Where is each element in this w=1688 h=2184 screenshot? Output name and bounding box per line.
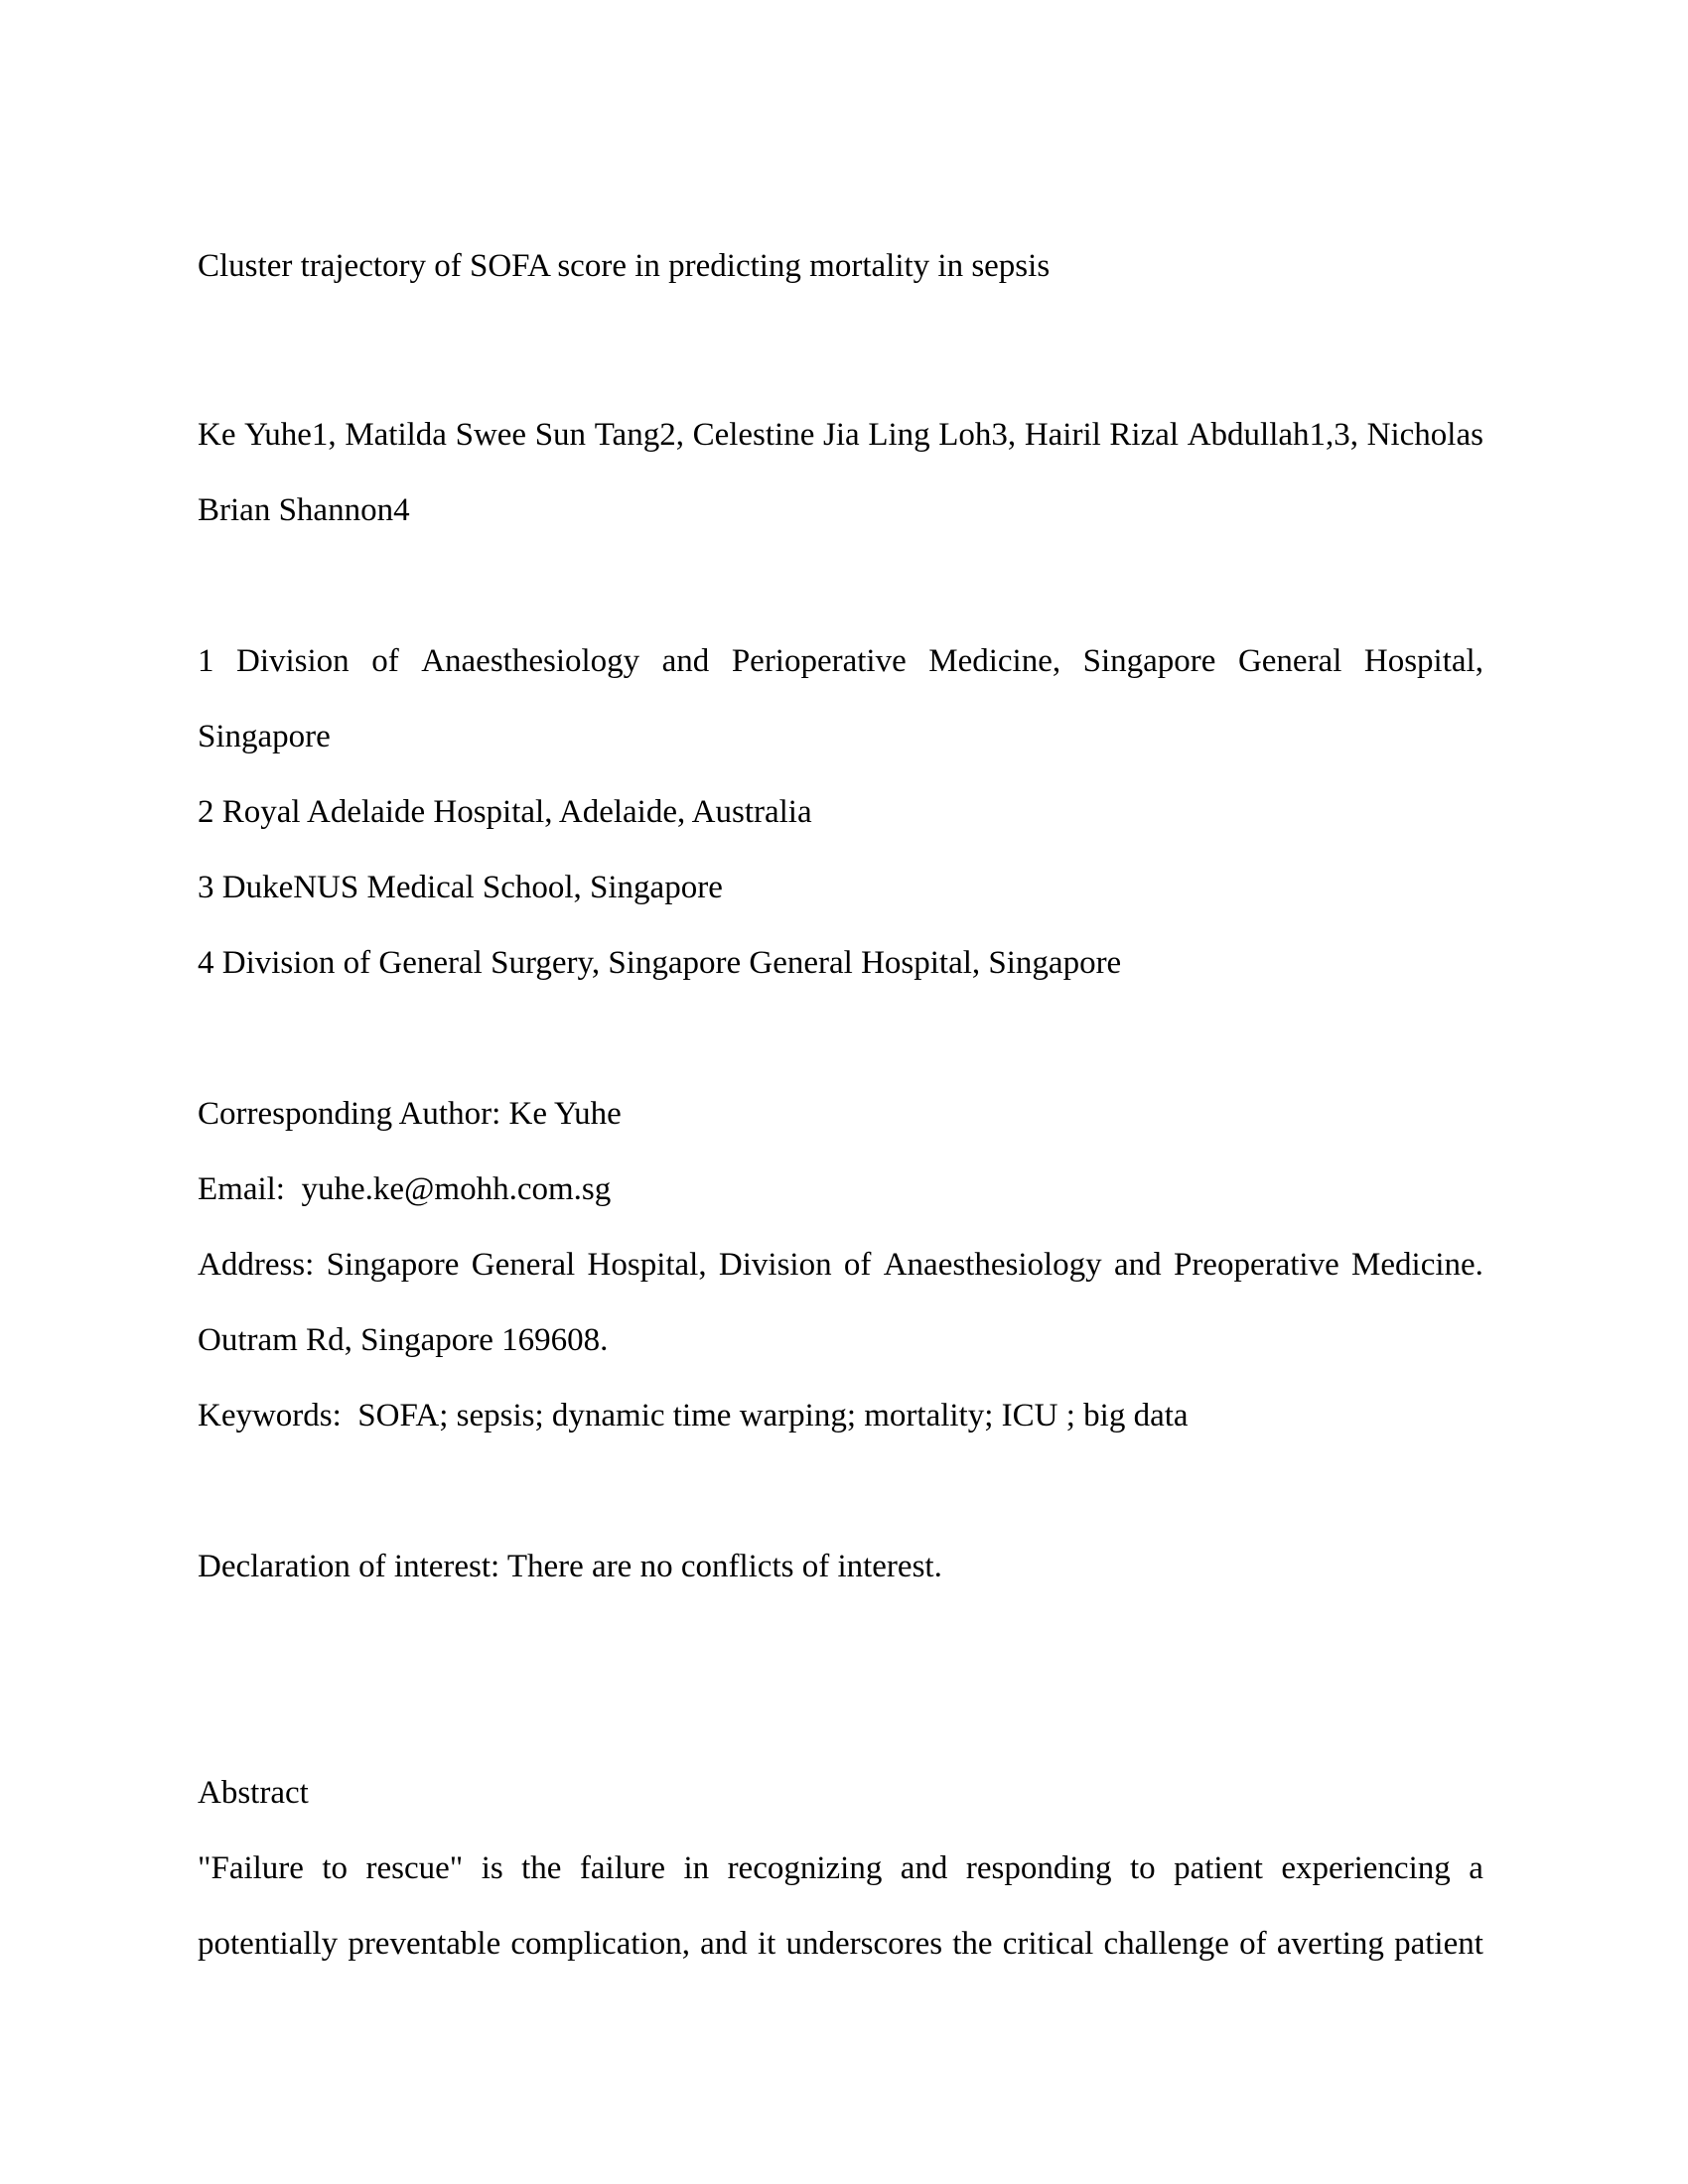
- word: and: [900, 1850, 948, 1886]
- word: General: [1237, 643, 1342, 679]
- word: Yuhe1,: [244, 417, 337, 453]
- word: patient: [1174, 1850, 1263, 1886]
- word: potentially: [198, 1926, 339, 1962]
- word: in: [683, 1850, 710, 1886]
- email: Email: yuhe.ke@mohh.com.sg: [198, 1171, 612, 1207]
- word: complication,: [510, 1926, 690, 1962]
- word: Division: [718, 1247, 832, 1283]
- abstract-line-2: [198, 1924, 1483, 1964]
- word: Hairil: [1024, 417, 1101, 453]
- word: of: [1239, 1926, 1267, 1962]
- word: 1: [198, 643, 214, 679]
- keywords: Keywords: SOFA; sepsis; dynamic time warping; mortality; ICU ; big data: [198, 1398, 1189, 1433]
- word: averting: [1276, 1926, 1384, 1962]
- word: the: [521, 1850, 562, 1886]
- abstract-line-1: [198, 1848, 1483, 1888]
- word: challenge: [1103, 1926, 1229, 1962]
- word: Medicine,: [928, 643, 1061, 679]
- word: Ling: [868, 417, 930, 453]
- word: patient: [1394, 1926, 1483, 1962]
- word: rescue": [365, 1850, 464, 1886]
- word: Anaesthesiology: [421, 643, 640, 679]
- word: Ke: [198, 417, 236, 453]
- word: Hospital,: [587, 1247, 707, 1283]
- author-list-line-1: [198, 415, 1483, 455]
- word: is: [481, 1850, 503, 1886]
- affiliation-4: 4 Division of General Surgery, Singapore General Hospital, Singapore: [198, 945, 1122, 981]
- word: Preoperative: [1173, 1247, 1339, 1283]
- word: Medicine.: [1351, 1247, 1483, 1283]
- word: Rizal: [1109, 417, 1180, 453]
- affiliation-2: 2 Royal Adelaide Hospital, Adelaide, Australia: [198, 794, 812, 830]
- word: a: [1469, 1850, 1483, 1886]
- word: Division: [236, 643, 350, 679]
- word: Sun: [534, 417, 587, 453]
- word: General: [471, 1247, 576, 1283]
- word: experiencing: [1281, 1850, 1451, 1886]
- affiliation-1-line-1: [198, 641, 1483, 681]
- declaration-of-interest: Declaration of interest: There are no conflicts of interest.: [198, 1549, 942, 1584]
- word: Tang2,: [594, 417, 684, 453]
- word: Swee: [455, 417, 527, 453]
- word: to: [322, 1850, 349, 1886]
- word: of: [843, 1247, 872, 1283]
- word: Jia: [823, 417, 860, 453]
- word: Hospital,: [1363, 643, 1483, 679]
- author-list-line-2: Brian Shannon4: [198, 492, 410, 528]
- word: Anaesthesiology: [883, 1247, 1102, 1283]
- word: Address:: [198, 1247, 315, 1283]
- word: failure: [579, 1850, 666, 1886]
- word: "Failure: [198, 1850, 304, 1886]
- word: it: [757, 1926, 776, 1962]
- word: Matilda: [345, 417, 447, 453]
- affiliation-1-line-2: Singapore: [198, 719, 331, 754]
- word: the: [952, 1926, 993, 1962]
- word: and: [661, 643, 710, 679]
- corresponding-author: Corresponding Author: Ke Yuhe: [198, 1096, 622, 1132]
- word: critical: [1002, 1926, 1094, 1962]
- word: Perioperative: [731, 643, 907, 679]
- word: and: [700, 1926, 748, 1962]
- word: Singapore: [1082, 643, 1216, 679]
- word: Nicholas: [1366, 417, 1483, 453]
- word: recognizing: [727, 1850, 883, 1886]
- word: and: [1114, 1247, 1162, 1283]
- word: to: [1129, 1850, 1156, 1886]
- address-line-2: Outram Rd, Singapore 169608.: [198, 1322, 609, 1358]
- word: underscores: [785, 1926, 943, 1962]
- word: Loh3,: [938, 417, 1017, 453]
- word: responding: [965, 1850, 1112, 1886]
- word: of: [371, 643, 399, 679]
- address-line-1: [198, 1245, 1483, 1285]
- word: Abdullah1,3,: [1187, 417, 1359, 453]
- word: Singapore: [326, 1247, 460, 1283]
- paper-title: Cluster trajectory of SOFA score in predicting mortality in sepsis: [198, 248, 1051, 284]
- word: preventable: [348, 1926, 501, 1962]
- word: Celestine: [692, 417, 815, 453]
- abstract-heading: Abstract: [198, 1775, 309, 1811]
- affiliation-3: 3 DukeNUS Medical School, Singapore: [198, 870, 723, 905]
